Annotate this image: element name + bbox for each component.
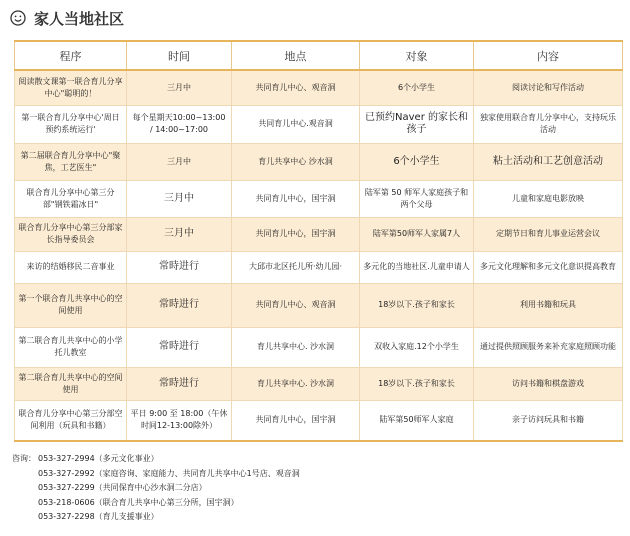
table-row: [15, 70, 623, 105]
cell-place: 共同育儿中心、观音洞: [232, 283, 360, 327]
cell-time: 三月中: [127, 180, 232, 217]
cell-program: 联合育儿分享中心第三分部"钢铁霜冰日": [15, 180, 127, 217]
table-row: [15, 283, 623, 327]
header-content: 内容: [474, 41, 623, 70]
cell-program: 联合育儿分享中心第三分部空间利用（玩具和书籍）: [15, 400, 127, 441]
cell-target: 已预约Naver 的家长和孩子: [360, 105, 474, 143]
cell-place: 共同育儿中心.观音洞: [232, 105, 360, 143]
header-place: 地点: [232, 41, 360, 70]
contact-phone: 053-327-2992（家庭咨询、家庭能力、共同育儿共享中心1号店、观音洞: [38, 468, 300, 478]
cell-time: 常時进行: [127, 283, 232, 327]
cell-content: 儿童和家庭电影放映: [474, 180, 623, 217]
table-row: [15, 105, 623, 143]
cell-program: 来访的结婚移民二音事业: [15, 251, 127, 283]
cell-program: 第二届联合育儿分享中心"聚焦，工艺医生": [15, 143, 127, 180]
contact-row: [12, 467, 622, 482]
cell-target: 多元化的当地社区.儿童申请人: [360, 251, 474, 283]
cell-time: 常時进行: [127, 327, 232, 367]
contact-row: [12, 452, 622, 467]
contact-row: [12, 510, 622, 525]
cell-target: 6个小学生: [360, 143, 474, 180]
cell-program: 第一联合育儿分享中心'周日预约系统运行': [15, 105, 127, 143]
cell-target: 陆军第 50 师军人家庭孩子和两个父母: [360, 180, 474, 217]
cell-content: 利用书籍和玩具: [474, 283, 623, 327]
cell-place: 育儿共享中心. 沙水洞: [232, 327, 360, 367]
page-title: 家人当地社区: [34, 9, 125, 28]
cell-place: 共同育儿中心、观音洞: [232, 70, 360, 105]
program-table: [14, 40, 623, 442]
table-row: [15, 400, 623, 441]
table-row: [15, 143, 623, 180]
cell-content: 通过提供照顾服务来补充家庭照顾功能: [474, 327, 623, 367]
cell-target: 陆军第50师军人家属7人: [360, 217, 474, 251]
cell-program: 第一个联合育儿共享中心的空间使用: [15, 283, 127, 327]
cell-content: 多元文化理解和多元文化意识提高教育: [474, 251, 623, 283]
cell-time: 常時进行: [127, 367, 232, 400]
cell-time: 三月中: [127, 70, 232, 105]
cell-content: 阅读讨论和写作活动: [474, 70, 623, 105]
header-program: 程序: [15, 41, 127, 70]
cell-content: 亲子访问玩具和书籍: [474, 400, 623, 441]
cell-program: 第二联合育儿共享中心的空间使用: [15, 367, 127, 400]
cell-program: 第二联合育儿共享中心的小学托儿教室: [15, 327, 127, 367]
cell-time: 平日 9:00 至 18:00（午休时间12-13:00除外）: [127, 400, 232, 441]
cell-program: 联合育儿分享中心第三分部家长指导委员会: [15, 217, 127, 251]
contact-label: 咨询：: [12, 454, 36, 463]
cell-place: 育儿共享中心 沙水洞: [232, 143, 360, 180]
cell-content: 粘土活动和工艺创意活动: [474, 143, 623, 180]
cell-content: 独家使用联合育儿分享中心，支持玩乐活动: [474, 105, 623, 143]
cell-place: 共同育儿中心，国宇洞: [232, 400, 360, 441]
header-target: 对象: [360, 41, 474, 70]
cell-target: 陆军第50师军人家庭: [360, 400, 474, 441]
cell-time: 常時进行: [127, 251, 232, 283]
table-row: [15, 367, 623, 400]
contact-phone: 053-327-2994（多元文化事业）: [38, 454, 159, 463]
cell-program: 阅读散文课第一联合育儿分享中心"聪明的！: [15, 70, 127, 105]
contact-row: [12, 481, 622, 496]
table-row: [15, 327, 623, 367]
cell-place: 育儿共享中心. 沙水洞: [232, 367, 360, 400]
cell-time: 每个星期天10:00~13:00 / 14:00~17:00: [127, 105, 232, 143]
contact-info: [12, 452, 622, 525]
cell-target: 18岁以下.孩子和家长: [360, 283, 474, 327]
table-row: [15, 217, 623, 251]
contact-row: [12, 496, 622, 511]
table-header-row: [15, 41, 623, 70]
cell-time: 三月中: [127, 143, 232, 180]
smiley-icon: [10, 10, 26, 26]
cell-place: 大邱市北区托儿所·幼儿园·: [232, 251, 360, 283]
cell-target: 6个小学生: [360, 70, 474, 105]
cell-place: 共同育儿中心，国宇洞: [232, 180, 360, 217]
page-header: [10, 6, 124, 30]
cell-content: 定期节日和育儿事业运营会议: [474, 217, 623, 251]
table-row: [15, 180, 623, 217]
cell-time: 三月中: [127, 217, 232, 251]
cell-target: 双收入家庭.12个小学生: [360, 327, 474, 367]
cell-place: 共同育儿中心，国宇洞: [232, 217, 360, 251]
contact-phone: 053-327-2298（育儿支援事业）: [38, 512, 159, 522]
cell-content: 访问书籍和棋盘游戏: [474, 367, 623, 400]
contact-phone: 053-327-2299（共同保育中心沙水洞二分店）: [38, 483, 207, 493]
table-row: [15, 251, 623, 283]
contact-phone: 053-218-0606（联合育儿共享中心第三分所，国宇洞）: [38, 497, 239, 507]
header-time: 时间: [127, 41, 232, 70]
cell-target: 18岁以下.孩子和家长: [360, 367, 474, 400]
